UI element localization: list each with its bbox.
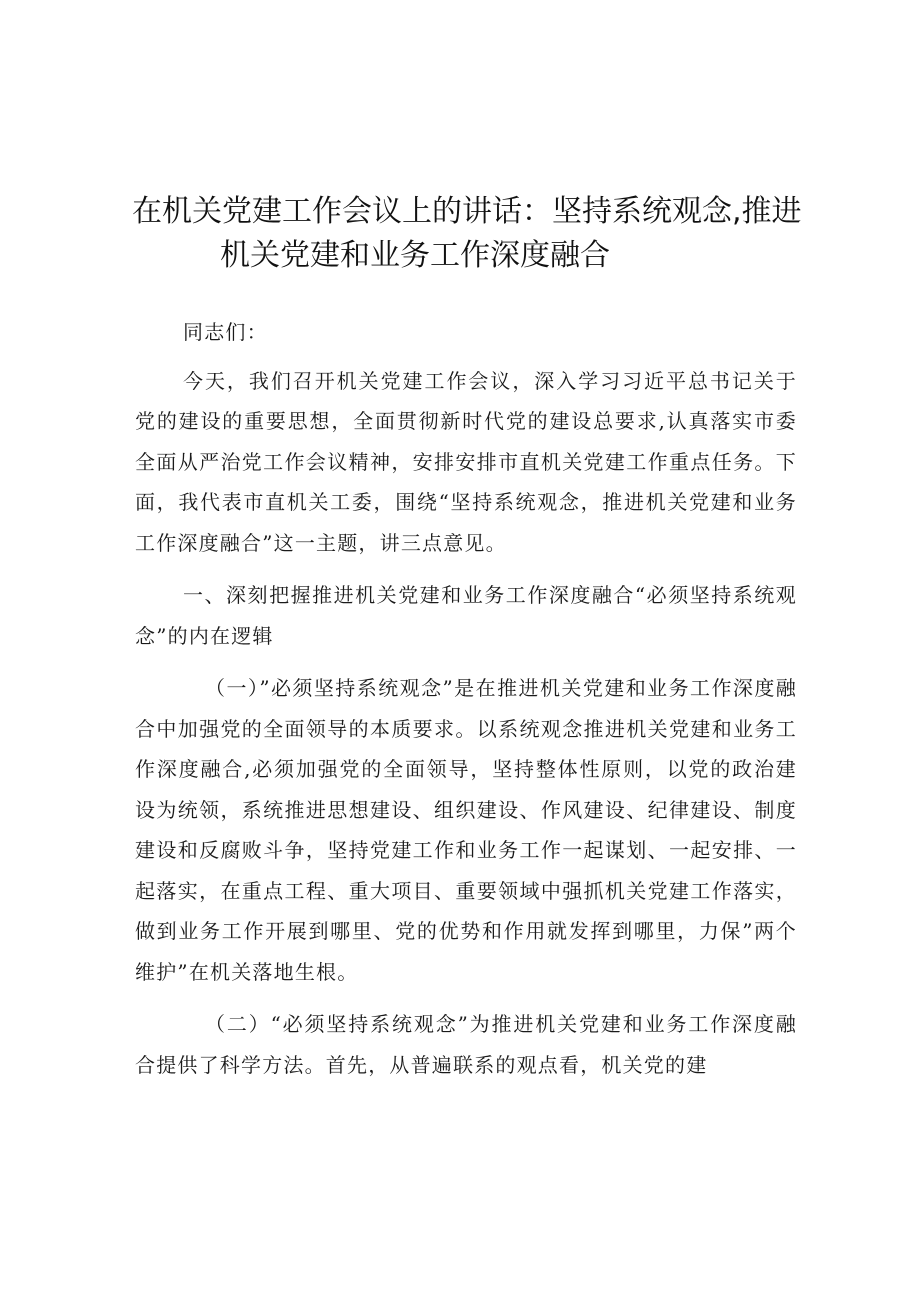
salutation: 同志们： (183, 320, 268, 344)
paragraph-subsection-2: （二）“必须坚持系统观念”为推进机关党建和业务工作深度融合提供了科学方法。首先，从普遍联系的观点看，机关党的建 (135, 1012, 797, 1077)
paragraph-intro: 今天，我们召开机关党建工作会议，深入学习习近平总书记关于党的建设的重要思想，全面贯彻新时代党的建设总要求,认真落实市委全面从严治党工作会议精神，安排安排市直机关党建工作重点任务。下面，我代表市直机关工委，围绕“坚持系统观念，推进机关党建和业务工作深度融合”这一主题，讲三点意见。 (135, 368, 797, 555)
title-line-2: 机关党建和业务工作深度融合 (220, 238, 610, 273)
document-title (110, 190, 810, 278)
section-heading-1: 一、深刻把握推进机关党建和业务工作深度融合“必须坚持系统观念”的内在逻辑 (135, 583, 797, 648)
title-line-1: 在机关党建工作会议上的讲话：坚持系统观念,推进 (132, 194, 802, 229)
document-body (135, 312, 797, 1097)
paragraph-subsection-1: （一）”必须坚持系统观念”是在推进机关党建和业务工作深度融合中加强党的全面领导的本质要求。以系统观念推进机关党建和业务工作深度融合,必须加强党的全面领导，坚持整体性原则，以党的政治建设为统领，系统推进思想建设、组织建设、作风建设、纪律建设、制度建设和反腐败斗争，坚持党建工作和业务工作一起谋划、一起安排、一起落实，在重点工程、重大项目、重要领域中强抓机关党建工作落实，做到业务工作开展到哪里、党的优势和作用就发挥到哪里，力保”两个维护”在机关落地生根。 (135, 676, 797, 984)
